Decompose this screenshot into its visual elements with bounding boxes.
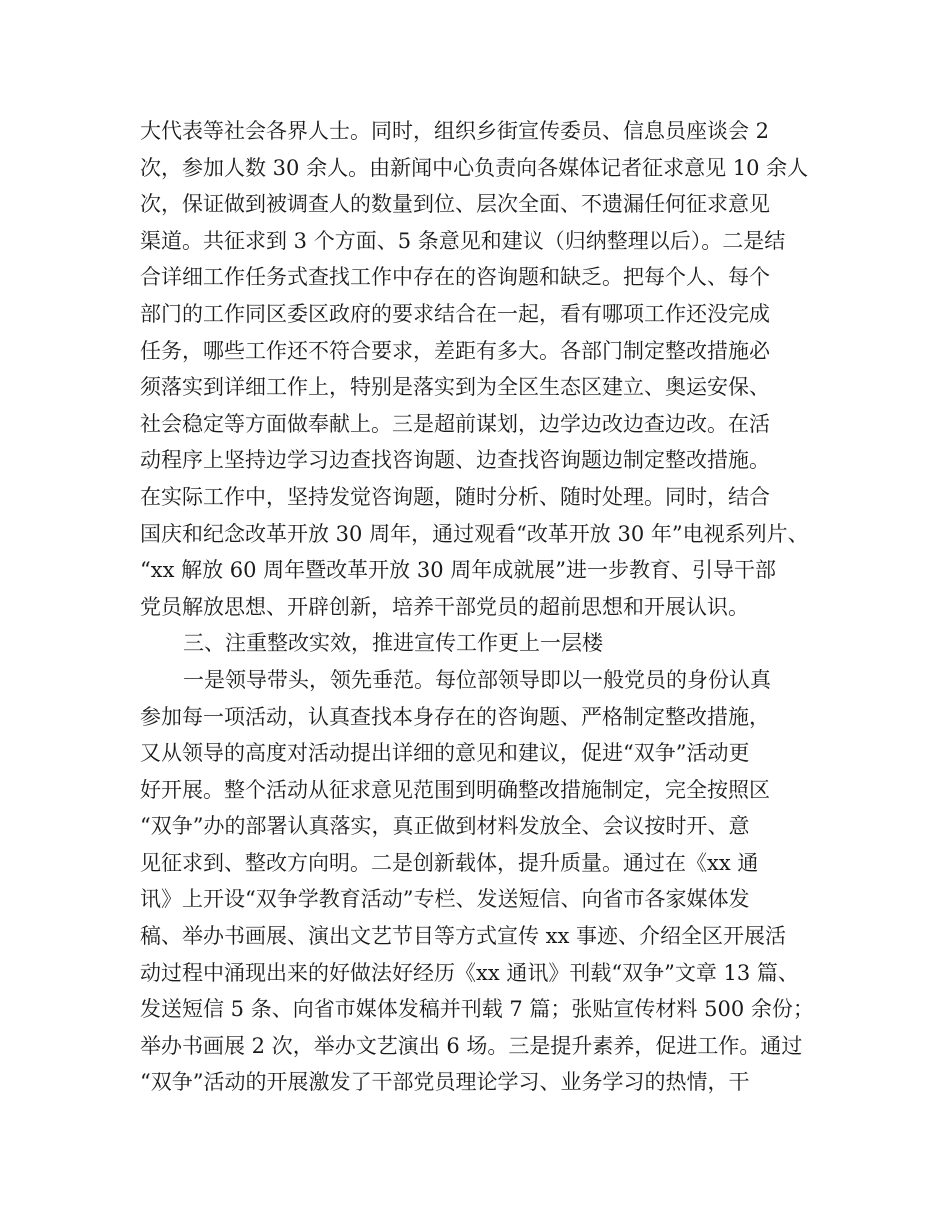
text-line: 次，保证做到被调查人的数量到位、层次全面、不遗漏任何征求意见 <box>140 192 770 217</box>
text-line: “xx 解放 60 周年暨改革开放 30 周年成就展”进一步教育、引导干部 <box>140 558 776 583</box>
text-line: “双争”办的部署认真落实，真正做到材料发放全、会议按时开、意 <box>140 814 750 839</box>
text-line: 见征求到、整改方向明。二是创新载体，提升质量。通过在《xx 通 <box>140 850 759 875</box>
text-line: 举办书画展 2 次，举办文艺演出 6 场。三是提升素养，促进工作。通过 <box>140 1033 803 1058</box>
text-line: 社会稳定等方面做奉献上。三是超前谋划，边学边改边查边改。在活 <box>140 411 770 436</box>
text-line: 国庆和纪念改革开放 30 周年，通过观看“改革开放 30 年”电视系列片、 <box>140 521 809 546</box>
text-line: 须落实到详细工作上，特别是落实到为全区生态区建立、奥运安保、 <box>140 375 770 400</box>
text-line: 三、注重整改实效，推进宣传工作更上一层楼 <box>183 631 603 656</box>
text-line: 又从领导的高度对活动提出详细的意见和建议，促进“双争”活动更 <box>140 741 750 766</box>
text-line: 一是领导带头，领先垂范。每位部领导即以一般党员的身份认真 <box>183 667 771 692</box>
text-line: 大代表等社会各界人士。同时，组织乡街宣传委员、信息员座谈会 2 <box>140 119 770 143</box>
body-text <box>140 113 820 1101</box>
text-line: 党员解放思想、开辟创新，培养干部党员的超前思想和开展认识。 <box>140 594 749 619</box>
text-line: 参加每一项活动，认真查找本身存在的咨询题、严格制定整改措施， <box>140 704 770 729</box>
text-line: 在实际工作中，坚持发觉咨询题，随时分析、随时处理。同时，结合 <box>140 484 770 509</box>
text-line: 动程序上坚持边学习边查找咨询题、边查找咨询题边制定整改措施。 <box>140 448 770 473</box>
text-line: 发送短信 5 条、向省市媒体发稿并刊载 7 篇；张贴宣传材料 500 余份； <box>140 997 814 1022</box>
text-line: 动过程中涌现出来的好做法好经历《xx 通讯》刊载“双争”文章 13 篇、 <box>140 960 799 985</box>
text-line: 次，参加人数 30 余人。由新闻中心负责向各媒体记者征求意见 10 余人 <box>140 155 809 180</box>
text-line: “双争”活动的开展激发了干部党员理论学习、业务学习的热情，干 <box>140 1070 750 1095</box>
text-line: 讯》上开设“双争学教育活动”专栏、发送短信、向省市各家媒体发 <box>140 887 750 912</box>
text-line: 稿、举办书画展、演出文艺节目等方式宣传 xx 事迹、介绍全区开展活 <box>140 924 787 949</box>
text-line: 好开展。整个活动从征求意见范围到明确整改措施制定，完全按照区 <box>140 777 770 802</box>
text-line: 渠道。共征求到 3 个方面、5 条意见和建议（归纳整理以后）。二是结 <box>140 228 786 253</box>
text-line: 合详细工作任务式查找工作中存在的咨询题和缺乏。把每个人、每个 <box>140 265 770 290</box>
text-line: 部门的工作同区委区政府的要求结合在一起，看有哪项工作还没完成 <box>140 301 770 326</box>
text-line: 任务，哪些工作还不符合要求，差距有多大。各部门制定整改措施必 <box>140 338 770 363</box>
